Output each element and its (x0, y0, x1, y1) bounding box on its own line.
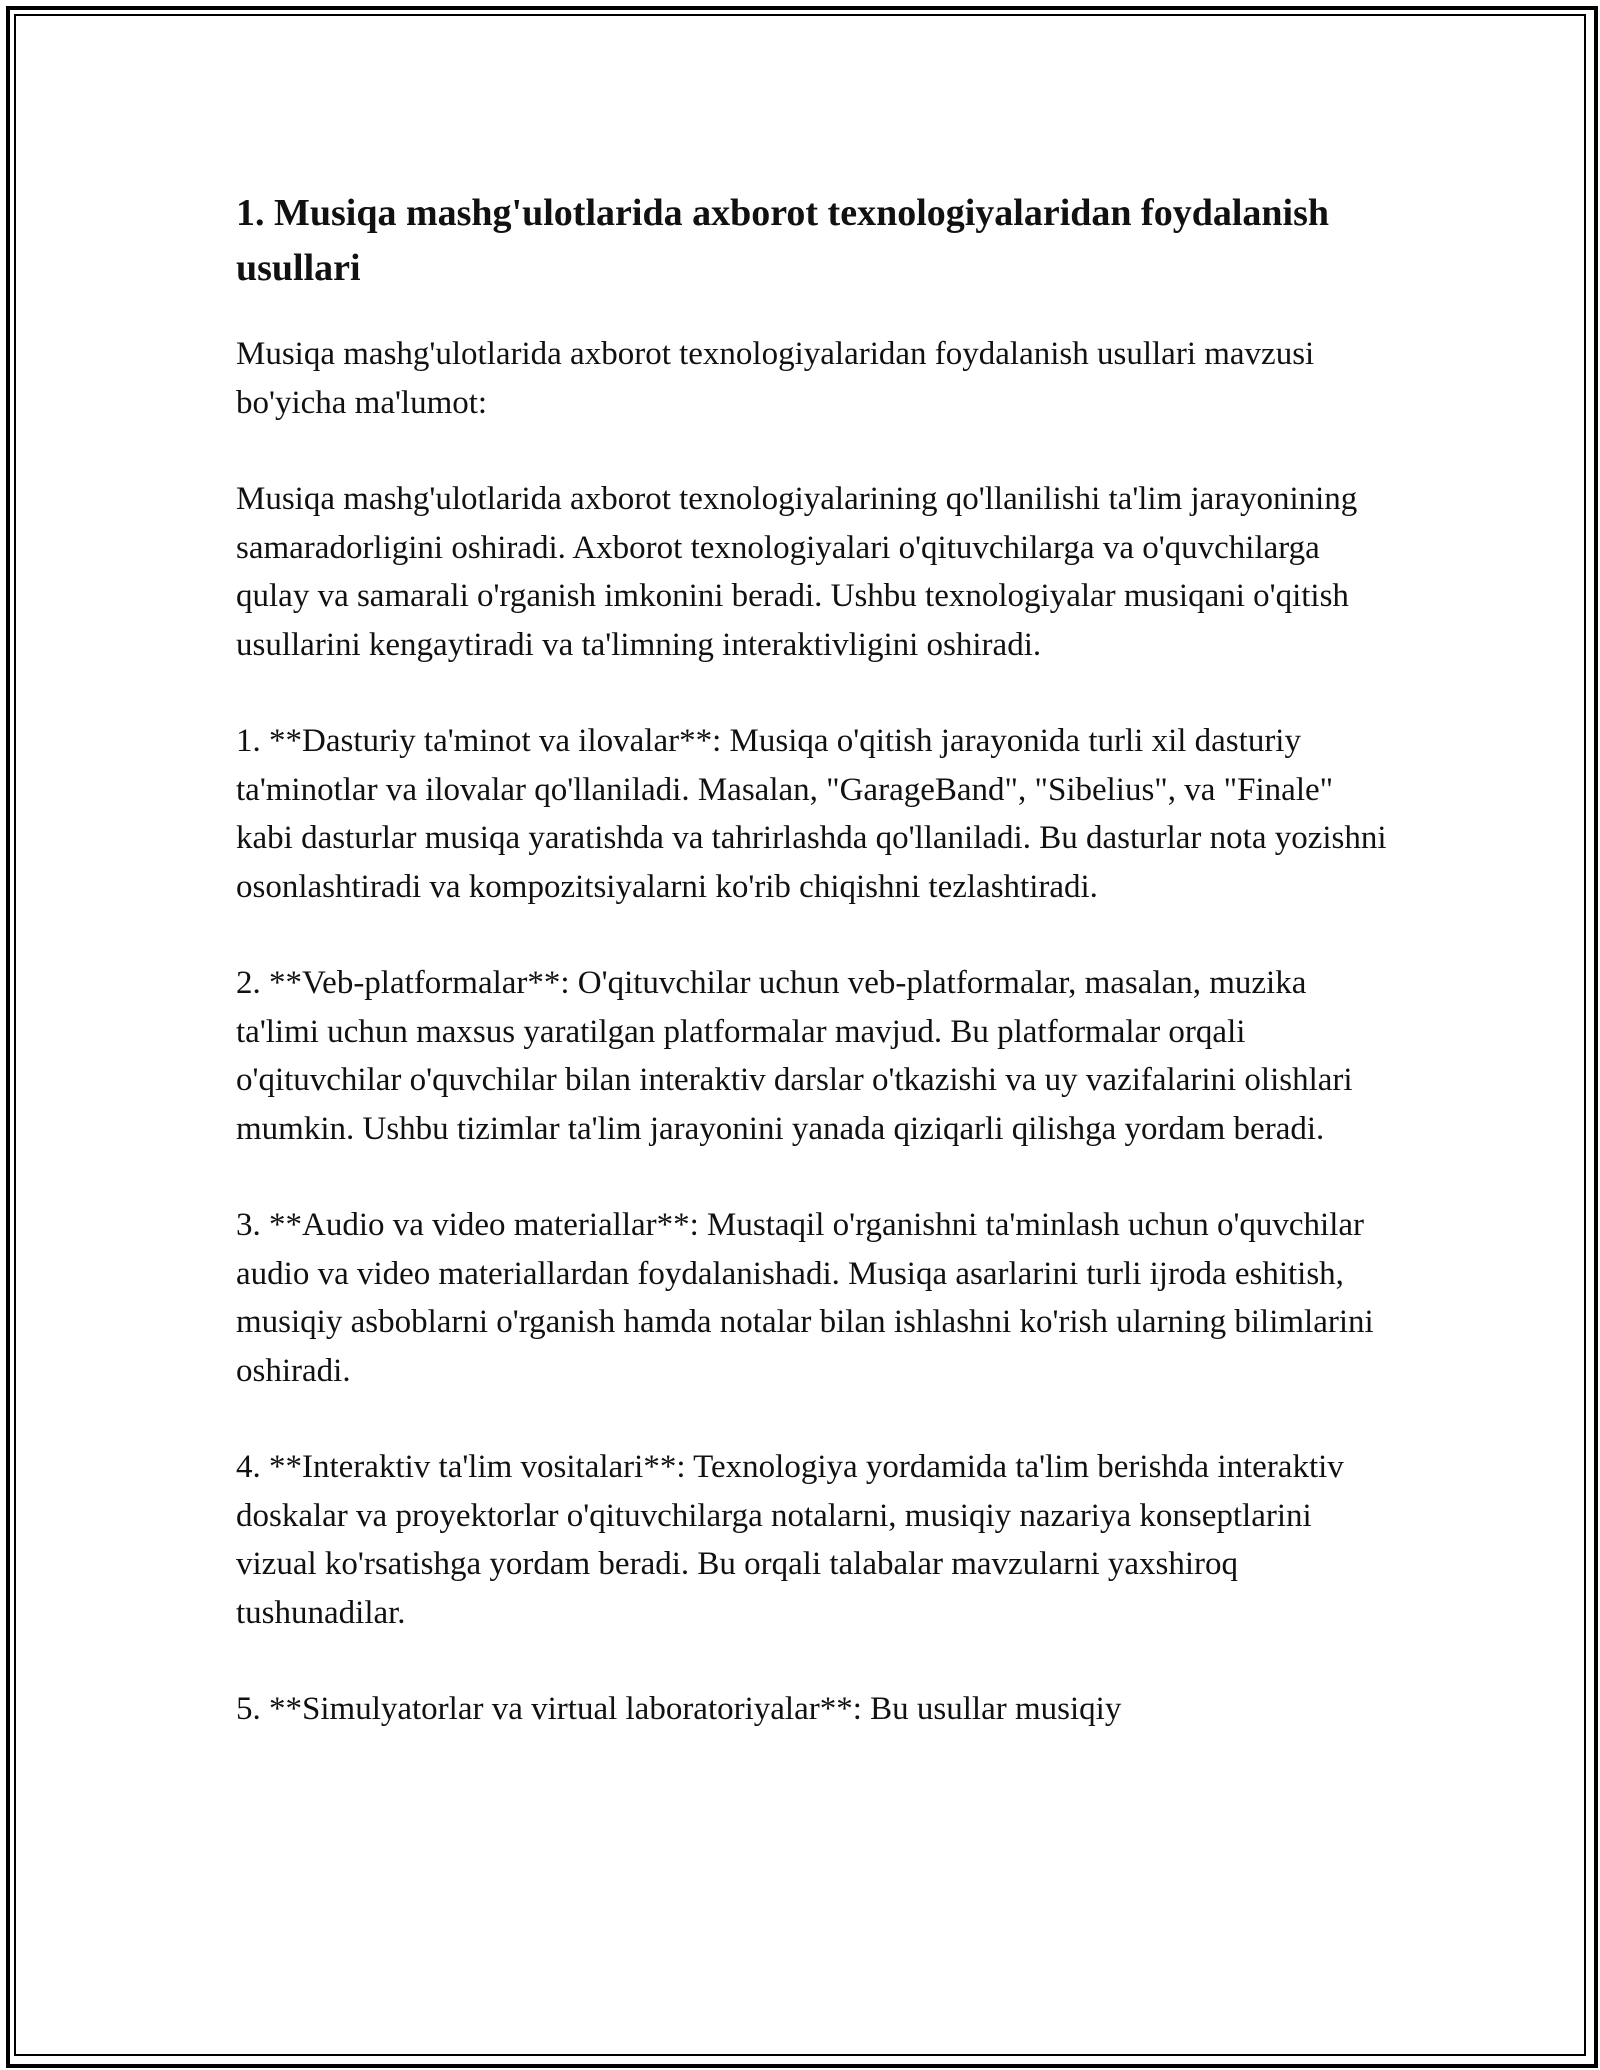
document-title: 1. Musiqa mashg'ulotlarida axborot texnologiyalaridan foydalanish usullari (236, 192, 1330, 289)
list-item-audio-video: 3. **Audio va video materiallar**: Mustaqil o'rganishni ta'minlash uchun o'quvchilar audio va video materiallardan foydalanishadi. Musiqa asarlarini turli ijroda eshitish, musiqiy asboblarni o'rganish hamda notalar bilan ishlashni ko'rish ularning bilimlarini oshiradi. (236, 1207, 1374, 1389)
list-item-web-platforms: 2. **Veb-platformalar**: O'qituvchilar uchun veb-platformalar, masalan, muzika ta'limi uchun maxsus yaratilgan platformalar mavjud. Bu platformalar orqali o'qituvchilar o'quvchilar bilan interaktiv darslar o'tkazishi va uy vazifalarini olishlari mumkin. Ushbu tizimlar ta'lim jarayonini yanada qiziqarli qilishga yordam beradi. (236, 965, 1353, 1147)
list-item-simulators: 5. **Simulyatorlar va virtual laboratoriyalar**: Bu usullar musiqiy (236, 1691, 1122, 1727)
list-item-interactive-tools: 4. **Interaktiv ta'lim vositalari**: Texnologiya yordamida ta'lim berishda interaktiv doskalar va proyektorlar o'qituvchilarga notalarni, musiqiy nazariya konseptlarini vizual ko'rsatishga yordam beradi. Bu orqali talabalar mavzularni yaxshiroq tushunadilar. (236, 1449, 1344, 1631)
intro-paragraph: Musiqa mashg'ulotlarida axborot texnologiyalaridan foydalanish usullari mavzusi bo'yicha ma'lumot: (236, 336, 1315, 421)
document-body (236, 186, 1396, 1734)
overview-paragraph: Musiqa mashg'ulotlarida axborot texnologiyalarining qo'llanilishi ta'lim jarayonining samaradorligini oshiradi. Axborot texnologiyalari o'qituvchilarga va o'quvchilarga qulay va samarali o'rganish imkonini beradi. Ushbu texnologiyalar musiqani o'qitish usullarini kengaytiradi va ta'limning interaktivligini oshiradi. (236, 481, 1358, 663)
list-item-software: 1. **Dasturiy ta'minot va ilovalar**: Musiqa o'qitish jarayonida turli xil dasturiy ta'minotlar va ilovalar qo'llaniladi. Masalan, "GarageBand", "Sibelius", va "Finale" kabi dasturlar musiqa yaratishda va tahrirlashda qo'llaniladi. Bu dasturlar nota yozishni osonlashtiradi va kompozitsiyalarni ko'rib chiqishni tezlashtiradi. (236, 723, 1387, 905)
